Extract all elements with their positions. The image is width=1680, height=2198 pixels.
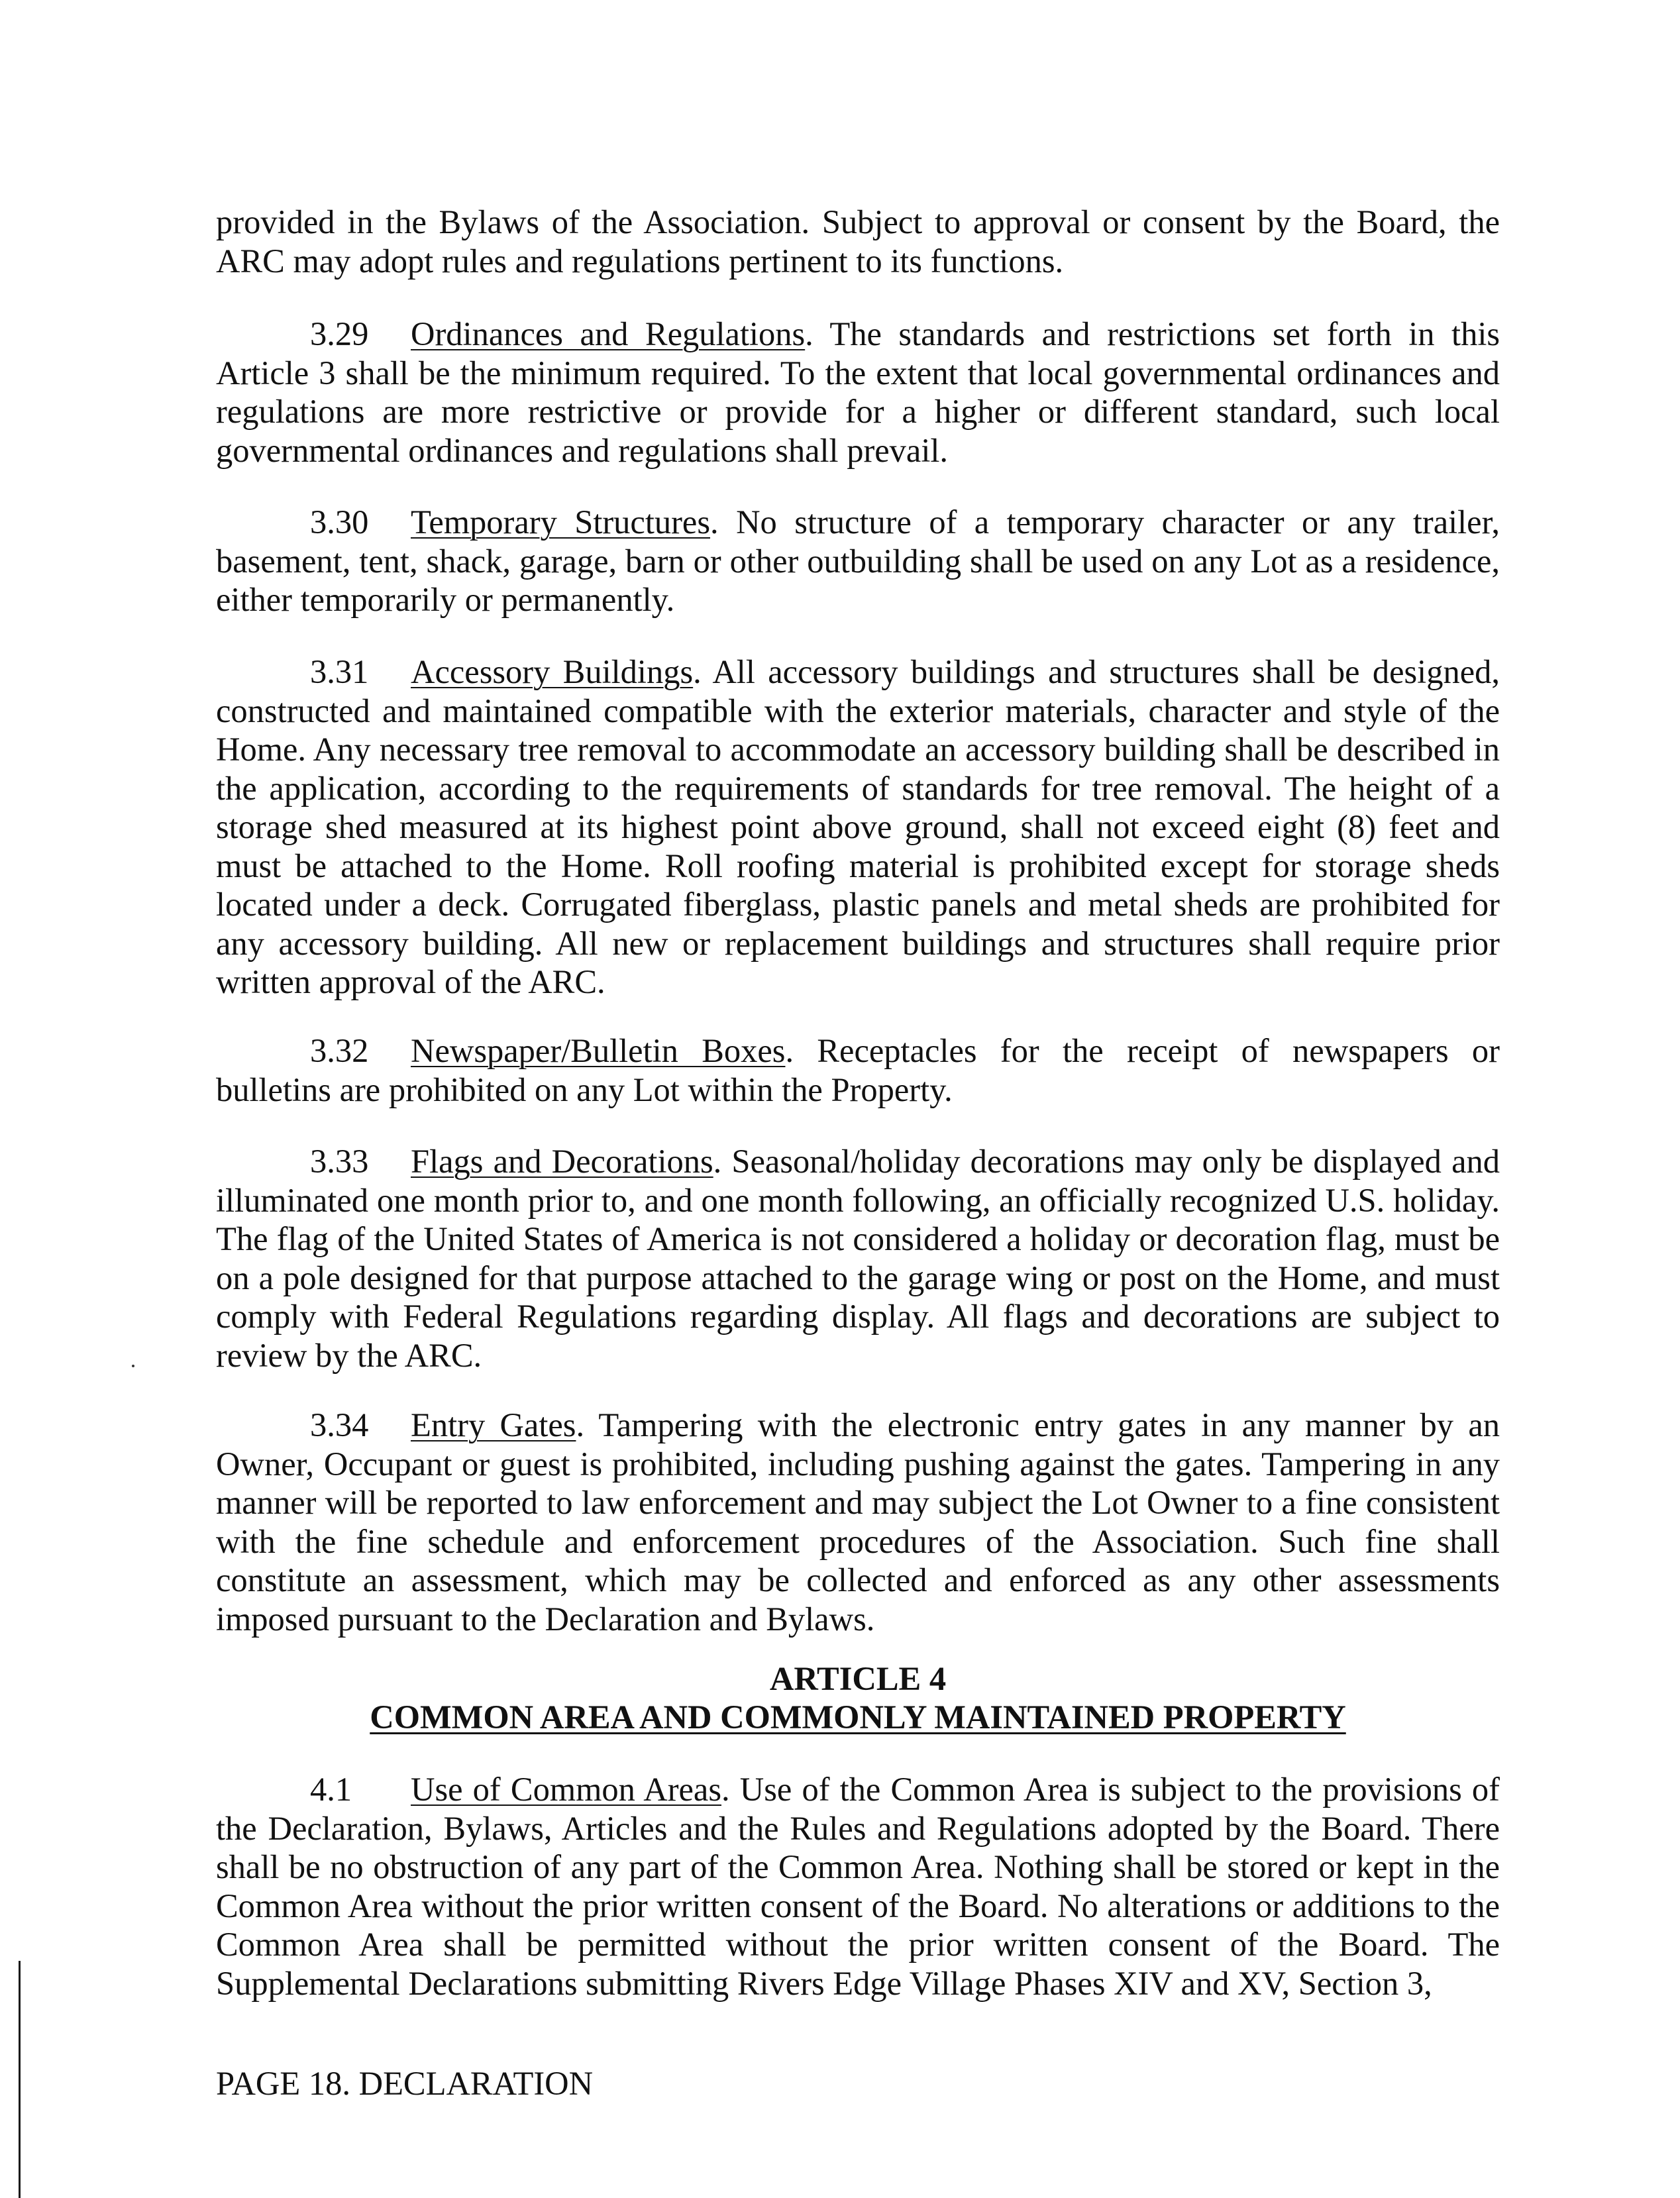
section-3-33 (216, 1142, 1500, 1375)
section-number: 3.30 (310, 503, 369, 541)
section-body: . Seasonal/holiday decorations may only be displayed and illuminated one month prior to, and one month following, an officially recognized U.S. holiday. The flag of the United States of America is not considered a holiday or decoration flag, must be on a pole designed for that purpose attached to the garage wing or post on the Home, and must comply with Federal Regulations regarding display. All flags and decorations are subject to review by the ARC. (216, 1143, 1500, 1374)
section-number: 3.29 (310, 315, 369, 352)
article-subtitle: COMMON AREA AND COMMONLY MAINTAINED PROPERTY (370, 1699, 1346, 1736)
section-4-1 (216, 1770, 1500, 2003)
page-footer: PAGE 18. DECLARATION (216, 2065, 594, 2102)
section-3-34 (216, 1406, 1500, 1638)
section-body: . The standards and restrictions set forth in this Article 3 shall be the minimum required. To the extent that local governmental ordinances and regulations are more restrictive or provide for a higher or different standard, such local governmental ordinances and regulations shall prevail. (216, 315, 1500, 469)
scan-margin-line (19, 1961, 21, 2198)
article-heading (216, 1659, 1500, 1736)
section-number: 4.1 (310, 1771, 352, 1808)
section-heading: Newspaper/Bulletin Boxes (411, 1032, 786, 1069)
section-body: . Tampering with the electronic entry gates in any manner by an Owner, Occupant or guest is prohibited, including pushing against the gates. Tampering in any manner will be reported to law enforcement and may subject the Lot Owner to a fine consistent with the fine schedule and enforcement procedures of the Association. Such fine shall constitute an assessment, which may be collected and enforced as any other assessments imposed pursuant to the Declaration and Bylaws. (216, 1406, 1500, 1638)
section-body: . No structure of a temporary character or any trailer, basement, tent, shack, garage, barn or other outbuilding shall be used on any Lot as a residence, either temporarily or permanently. (216, 503, 1500, 618)
section-3-29 (216, 315, 1500, 470)
section-body: . Use of the Common Area is subject to the provisions of the Declaration, Bylaws, Articles and the Rules and Regulations adopted by the Board. There shall be no obstruction of any part of the Common Area. Nothing shall be stored or kept in the Common Area without the prior written consent of the Board. No alterations or additions to the Common Area shall be permitted without the prior written consent of the Board. The Supplemental Declarations submitting Rivers Edge Village Phases XIV and XV, Section 3, (216, 1771, 1500, 2002)
intro-paragraph (216, 203, 1500, 280)
section-body: . Receptacles for the receipt of newspapers or bulletins are prohibited on any Lot within the Property. (216, 1032, 1500, 1108)
section-3-31 (216, 653, 1500, 1002)
section-body: . All accessory buildings and structures shall be designed, constructed and maintained compatible with the exterior materials, character and style of the Home. Any necessary tree removal to accommodate an accessory building shall be described in the application, according to the requirements of standards for tree removal. The height of a storage shed measured at its highest point above ground, shall not exceed eight (8) feet and must be attached to the Home. Roll roofing material is prohibited except for storage sheds located under a deck. Corrugated fiberglass, plastic panels and metal sheds are prohibited for any accessory building. All new or replacement buildings and structures shall require prior written approval of the ARC. (216, 653, 1500, 1000)
section-heading: Temporary Structures (411, 503, 711, 541)
section-number: 3.32 (310, 1032, 369, 1069)
intro-text: provided in the Bylaws of the Association. Subject to approval or consent by the Board, the ARC may adopt rules and regulations pertinent to its functions. (216, 203, 1500, 280)
section-heading: Entry Gates (411, 1406, 576, 1443)
section-3-30 (216, 503, 1500, 619)
section-heading: Use of Common Areas (411, 1771, 721, 1808)
section-heading: Ordinances and Regulations (411, 315, 806, 352)
section-number: 3.34 (310, 1406, 369, 1443)
article-title: ARTICLE 4 (769, 1660, 947, 1697)
section-heading: Accessory Buildings (411, 653, 694, 690)
scan-speck (132, 1365, 134, 1367)
section-3-32 (216, 1031, 1500, 1109)
section-heading: Flags and Decorations (411, 1143, 713, 1180)
section-number: 3.33 (310, 1143, 369, 1180)
section-number: 3.31 (310, 653, 369, 690)
